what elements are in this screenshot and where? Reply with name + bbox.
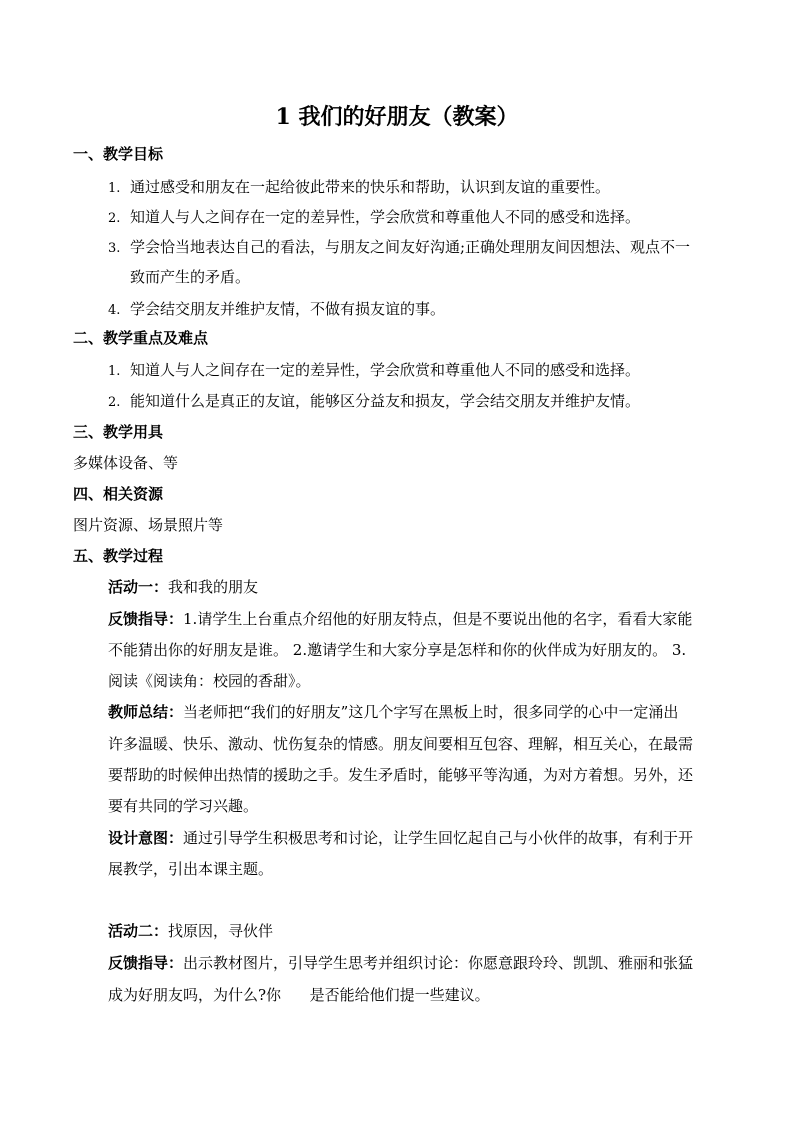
paragraph-line: 阅读《阅读角：校园的香甜》。 <box>108 672 311 690</box>
paragraph-line <box>108 609 758 629</box>
activity-label: 活动一： <box>108 578 169 596</box>
paragraph-line: 许多温暖、快乐、激动、忧伤复杂的情感。朋友间要相互包容、理解，相互关心，在最需 <box>108 735 694 753</box>
list-text: 能知道什么是真正的友谊，能够区分益友和损友，学会结交朋友并维护友情。 <box>130 392 641 410</box>
list-number: 3. <box>108 241 121 256</box>
list-text: 通过感受和朋友在一起给彼此带来的快乐和帮助，认识到友谊的重要性。 <box>130 178 611 196</box>
list-number: 4. <box>108 303 121 318</box>
list-text: 知道人与人之间存在一定的差异性，学会欣赏和尊重他人不同的感受和选择。 <box>130 208 641 226</box>
paragraph-line: 要帮助的时候伸出热情的援助之手。发生矛盾时，能够平等沟通，为对方着想。另外，还 <box>108 766 694 784</box>
list-item <box>108 177 758 199</box>
paragraph-line: 不能猜出你的好朋友是谁。 2.邀请学生和大家分享是怎样和你的伙伴成为好朋友的。 3. <box>108 641 687 659</box>
list-item-continuation: 致而产生的矛盾。 <box>130 268 251 286</box>
activity-name: 找原因，寻伙伴 <box>168 922 274 940</box>
feedback-label: 反馈指导： <box>108 954 184 972</box>
list-number: 1. <box>108 181 121 196</box>
list-item <box>108 207 758 229</box>
paragraph-line <box>108 702 758 722</box>
summary-label: 教师总结： <box>108 703 184 721</box>
design-label: 设计意图： <box>108 829 184 847</box>
section-body: 多媒体设备、等 <box>73 454 179 472</box>
list-item <box>108 360 758 382</box>
section-heading-key-points: 二、教学重点及难点 <box>73 329 209 347</box>
paragraph-text: 1.请学生上台重点介绍他的好朋友特点，但是不要说出他的名字，看看大家能 <box>183 610 693 628</box>
list-number: 1. <box>108 364 121 379</box>
section-body: 图片资源、场景照片等 <box>73 516 224 534</box>
activity-heading <box>108 921 758 941</box>
paragraph-text: 通过引导学生积极思考和讨论，让学生回忆起自己与小伙伴的故事，有利于开 <box>183 829 694 847</box>
section-heading-process: 五、教学过程 <box>73 547 164 565</box>
paragraph-line <box>108 953 758 973</box>
paragraph-line: 要有共同的学习兴趣。 <box>108 797 259 815</box>
paragraph-line: 展教学，引出本课主题。 <box>108 860 274 878</box>
list-text: 知道人与人之间存在一定的差异性，学会欣赏和尊重他人不同的感受和选择。 <box>130 361 641 379</box>
list-item <box>108 237 758 259</box>
paragraph-text: 出示教材图片，引导学生思考并组织讨论：你愿意跟玲玲、凯凯、雅丽和张猛 <box>183 954 694 972</box>
activity-name: 我和我的朋友 <box>168 578 259 596</box>
list-text: 学会恰当地表达自己的看法，与朋友之间友好沟通;正确处理朋友间因想法、观点不一 <box>130 238 691 256</box>
feedback-label: 反馈指导： <box>108 610 184 628</box>
paragraph-text: 当老师把“我们的好朋友”这几个字写在黑板上时，很多同学的心中一定涌出 <box>183 703 679 721</box>
activity-heading <box>108 577 758 597</box>
activity-label: 活动二： <box>108 922 169 940</box>
document-title: 1 我们的好朋友（教案） <box>275 104 519 130</box>
section-heading-resources: 四、相关资源 <box>73 485 164 503</box>
list-number: 2. <box>108 211 121 226</box>
list-item <box>108 299 758 321</box>
paragraph-line <box>108 828 758 848</box>
section-heading-materials: 三、教学用具 <box>73 423 164 441</box>
paragraph-line: 成为好朋友吗，为什么?你 是否能给他们提一些建议。 <box>108 986 490 1004</box>
list-number: 2. <box>108 395 121 410</box>
list-text: 学会结交朋友并维护友情，不做有损友谊的事。 <box>130 300 446 318</box>
section-heading-objectives: 一、教学目标 <box>73 145 164 163</box>
list-item <box>108 391 758 413</box>
